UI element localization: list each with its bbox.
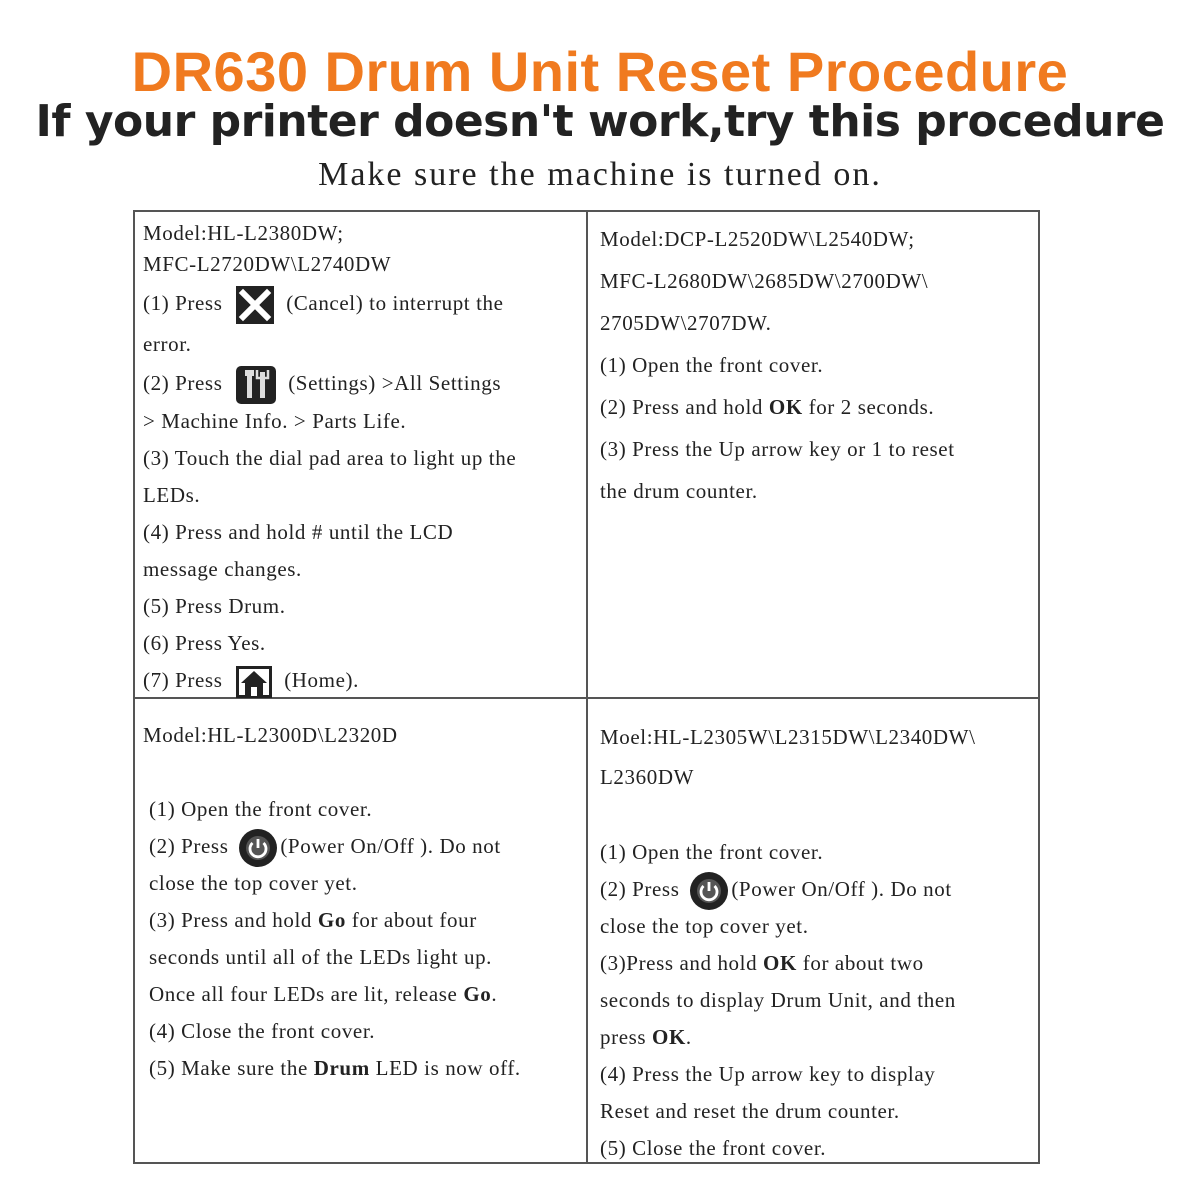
step-text: LED is now off. xyxy=(369,1056,521,1080)
step-3: (3) Touch the dial pad area to light up the xyxy=(143,446,517,470)
grid-vertical-divider xyxy=(586,210,588,1164)
step-text: . xyxy=(491,982,498,1006)
model-line: Model:HL-L2300D\L2320D xyxy=(143,723,398,747)
model-line: Model:DCP-L2520DW\L2540DW; xyxy=(600,227,915,251)
power-icon xyxy=(689,871,729,911)
step-1: (1) Open the front cover. xyxy=(600,353,824,377)
step-3: (3) Press the Up arrow key or 1 to reset xyxy=(600,437,955,461)
step-6: (6) Press Yes. xyxy=(143,631,266,655)
step-2-cont: > Machine Info. > Parts Life. xyxy=(143,409,407,433)
step-bold: OK xyxy=(652,1025,686,1049)
step-bold: Go xyxy=(463,982,492,1006)
step-3 xyxy=(143,902,583,939)
step-2-cont: close the top cover yet. xyxy=(600,914,809,938)
step-1: (1) Open the front cover. xyxy=(600,840,824,864)
step-text: (2) Press xyxy=(600,877,680,901)
step-3 xyxy=(600,945,1035,982)
step-3-cont xyxy=(143,976,583,1013)
step-2 xyxy=(143,828,583,865)
step-text: (Power On/Off ). Do not xyxy=(731,877,952,901)
step-3-cont: the drum counter. xyxy=(600,479,758,503)
step-text: for about two xyxy=(796,951,924,975)
step-7 xyxy=(143,662,583,699)
step-2 xyxy=(600,871,1035,908)
power-icon xyxy=(238,828,278,868)
step-bold: Drum xyxy=(313,1056,370,1080)
step-text: press xyxy=(600,1025,653,1049)
step-bold: Go xyxy=(317,908,346,932)
step-2 xyxy=(600,386,1035,428)
step-text: (7) Press xyxy=(143,668,223,692)
step-1-cont: error. xyxy=(143,332,192,356)
step-4-cont: message changes. xyxy=(143,557,302,581)
step-3-cont: seconds until all of the LEDs light up. xyxy=(149,945,493,969)
step-text: (Power On/Off ). Do not xyxy=(280,834,501,858)
step-text: (1) Press xyxy=(143,291,223,315)
cancel-x-icon xyxy=(236,286,274,324)
model-line: Model:HL-L2380DW; xyxy=(143,221,344,245)
step-text: (3) Press and hold xyxy=(149,908,318,932)
step-text: (Home). xyxy=(284,668,359,692)
step-text: for 2 seconds. xyxy=(802,395,935,419)
panel-hl-l2305w xyxy=(600,717,1035,1167)
panel-dcp-l2520dw xyxy=(600,218,1035,512)
model-line: L2360DW xyxy=(600,765,695,789)
step-4: (4) Press the Up arrow key to display xyxy=(600,1062,936,1086)
step-bold: OK xyxy=(763,951,797,975)
home-icon xyxy=(236,666,272,698)
step-5 xyxy=(143,1050,583,1087)
page-title: DR630 Drum Unit Reset Procedure xyxy=(131,40,1069,103)
step-3-cont xyxy=(600,1019,1035,1056)
step-text: for about four xyxy=(345,908,477,932)
page-subtitle: If your printer doesn't work,try this procedure xyxy=(35,96,1165,147)
model-line: MFC-L2680DW\2685DW\2700DW\ xyxy=(600,269,929,293)
step-2-cont: close the top cover yet. xyxy=(149,871,358,895)
step-5: (5) Close the front cover. xyxy=(600,1136,827,1160)
step-text: (5) Make sure the xyxy=(149,1056,314,1080)
step-bold: OK xyxy=(768,395,803,419)
step-4: (4) Press and hold # until the LCD xyxy=(143,520,454,544)
step-3-cont: seconds to display Drum Unit, and then xyxy=(600,988,956,1012)
step-text: (2) Press xyxy=(149,834,229,858)
step-1 xyxy=(143,280,583,326)
step-4: (4) Close the front cover. xyxy=(149,1019,376,1043)
step-3-cont: LEDs. xyxy=(143,483,201,507)
step-2 xyxy=(143,363,583,403)
power-on-note: Make sure the machine is turned on. xyxy=(318,156,882,193)
step-text: Once all four LEDs are lit, release xyxy=(149,982,464,1006)
step-4-cont: Reset and reset the drum counter. xyxy=(600,1099,900,1123)
step-text: . xyxy=(685,1025,692,1049)
step-text: (3)Press and hold xyxy=(600,951,764,975)
model-line: Moel:HL-L2305W\L2315DW\L2340DW\ xyxy=(600,725,976,749)
step-1: (1) Open the front cover. xyxy=(149,797,373,821)
step-text: (Cancel) to interrupt the xyxy=(286,291,504,315)
step-text: (2) Press xyxy=(143,371,223,395)
step-text: (Settings) >All Settings xyxy=(288,371,502,395)
panel-hl-l2380dw xyxy=(143,218,583,699)
model-line: MFC-L2720DW\L2740DW xyxy=(143,252,392,276)
step-text: (2) Press and hold xyxy=(600,395,769,419)
settings-tools-icon xyxy=(236,366,276,404)
panel-hl-l2300d xyxy=(143,717,583,1087)
model-line: 2705DW\2707DW. xyxy=(600,311,772,335)
step-5: (5) Press Drum. xyxy=(143,594,286,618)
